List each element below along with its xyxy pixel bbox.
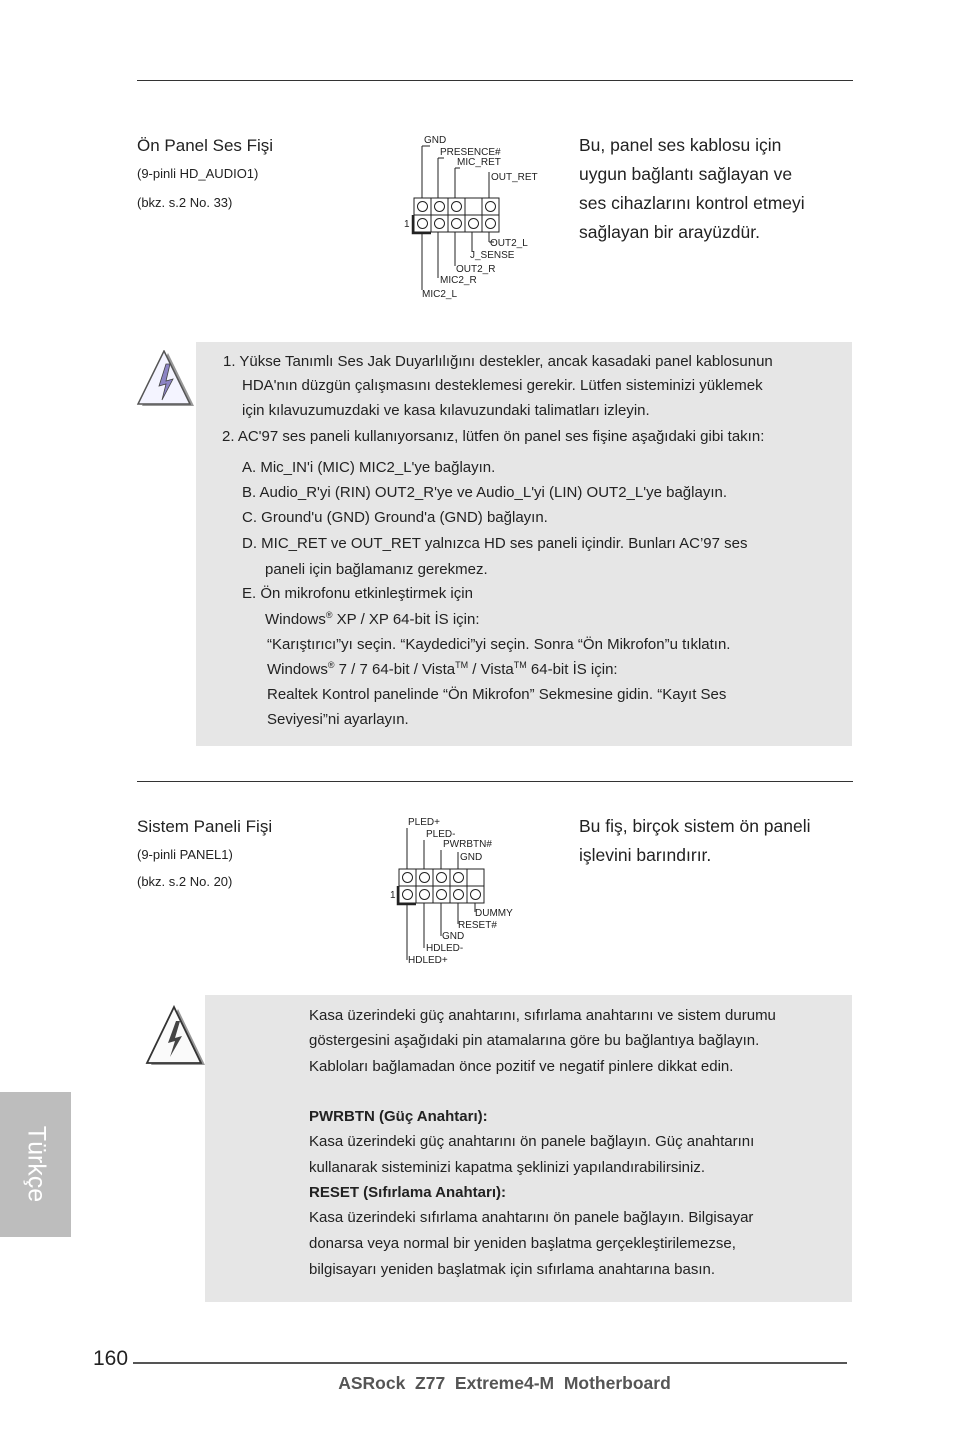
note2-p2: göstergesini aşağıdaki pin atamalarına göre bu bağlantıya bağlayın. [309, 1032, 760, 1049]
pin-label-presence: PRESENCE# [440, 147, 501, 158]
note1-item-e1: E. Ön mikrofonu etkinleştirmek için [242, 585, 473, 602]
pin-label-j-sense: J_SENSE [470, 250, 515, 261]
note2-heading-pwrbtn: PWRBTN (Güç Anahtarı): [309, 1108, 488, 1125]
top-rule [137, 80, 853, 81]
note1-line3: için kılavuzumuzdaki ve kasa kılavuzundaki talimatları izleyin. [242, 402, 650, 419]
note1-item-e2: Windows® XP / XP 64-bit İS için: [265, 610, 480, 628]
section2-sub1: (9-pinli PANEL1) [137, 847, 233, 862]
footer-title: ASRock Z77 Extreme4-M Motherboard [338, 1373, 671, 1393]
note1-item-e5: Realtek Kontrol panelinde “Ön Mikrofon” Sekmesine gidin. “Kayıt Ses [267, 686, 727, 703]
pin-label-out-ret: OUT_RET [491, 172, 538, 183]
note2-heading-reset: RESET (Sıfırlama Anahtarı): [309, 1184, 506, 1201]
note1-item-b: B. Audio_R'yi (RIN) OUT2_R'ye ve Audio_L'yi (LIN) OUT2_L'ye bağlayın. [242, 484, 727, 501]
pin-label-mic2-l: MIC2_L [422, 289, 458, 300]
note2-pwrbtn-line1: Kasa üzerindeki güç anahtarını ön panele bağlayın. Güç anahtarını [309, 1133, 755, 1150]
note1-line2: HDA'nın düzgün çalışmasını desteklemesi gerekir. Lütfen sisteminizi yüklemek [242, 377, 763, 394]
pin-label-pwrbtn: PWRBTN# [443, 839, 492, 850]
pin-label-gnd: GND [424, 135, 447, 146]
note2-reset-line2: donarsa veya normal bir yeniden başlatma gerçekleştirilemezse, [309, 1235, 736, 1252]
pin-label-pled-minus: PLED- [426, 829, 456, 840]
hd-audio-pin-diagram [400, 130, 550, 305]
pin-label-out2-l: OUT2_L [490, 238, 528, 249]
note1-item-a: A. Mic_IN'i (MIC) MIC2_L'ye bağlayın. [242, 459, 496, 476]
note1-item-e4: Windows® 7 / 7 64-bit / Vista™ / Vista™ 64-bit İS için: [267, 660, 618, 678]
note1-line1: 1. Yükse Tanımlı Ses Jak Duyarlılığını destekler, ancak kasadaki panel kablosunun [223, 353, 773, 370]
note2-p1: Kasa üzerindeki güç anahtarını, sıfırlama anahtarını ve sistem durumu [309, 1007, 776, 1024]
section1-sub2: (bkz. s.2 No. 33) [137, 195, 233, 210]
note2-p3: Kabloları bağlamadan önce pozitif ve negatif pinlere dikkat edin. [309, 1058, 734, 1075]
language-side-tab [0, 1092, 71, 1237]
pin1-marker: 1 [404, 219, 410, 230]
pin-label-out2-r: OUT2_R [456, 264, 496, 275]
note1-item-c: C. Ground'u (GND) Ground'a (GND) bağlayın. [242, 509, 548, 526]
section1-title: Ön Panel Ses Fişi [137, 136, 274, 155]
section1-description: Bu, panel ses kablosu için uygun bağlantı sağlayan ve ses cihazlarını kontrol etmeyi sağlayan bir arayüzdür. [579, 135, 805, 242]
note1-item-e6: Seviyesi”ni ayarlayın. [267, 711, 409, 728]
language-tab-label: Türkçe [22, 1125, 51, 1203]
note2-reset-line3: bilgisayarı yeniden başlatmak için sıfırlama anahtarına basın. [309, 1261, 716, 1278]
pin1-marker-2: 1 [390, 890, 396, 901]
note2-pwrbtn-line2: kullanarak sisteminizi kapatma şeklinizi yapılandırabilirsiniz. [309, 1159, 705, 1176]
note1-item-d1: D. MIC_RET ve OUT_RET yalnızca HD ses paneli içindir. Bunları AC’97 ses [242, 535, 748, 552]
pin-label-pled-plus: PLED+ [408, 817, 440, 828]
middle-rule [137, 781, 853, 782]
section2-title: Sistem Paneli Fişi [137, 817, 273, 836]
pin-label-dummy: DUMMY [475, 908, 513, 919]
warning-lightning-icon [143, 1005, 207, 1069]
pin-label-mic2-r: MIC2_R [440, 275, 477, 286]
pin-label-gnd-bottom: GND [442, 931, 465, 942]
footer-rule [133, 1362, 847, 1364]
page-number: 160 [93, 1347, 129, 1370]
section2-description: Bu fiş, birçok sistem ön paneli işlevini barındırır. [579, 816, 811, 865]
note2-reset-line1: Kasa üzerindeki sıfırlama anahtarını ön panele bağlayın. Bilgisayar [309, 1209, 754, 1226]
pin-label-hdled-plus: HDLED+ [408, 955, 448, 966]
note1-item-d2: paneli için bağlamanız gerekmez. [265, 561, 488, 578]
pin-label-hdled-minus: HDLED- [426, 943, 464, 954]
section1-sub1: (9-pinli HD_AUDIO1) [137, 166, 259, 181]
section2-sub2: (bkz. s.2 No. 20) [137, 874, 233, 889]
system-panel-pin-diagram [390, 812, 530, 967]
note1-item-e3: “Karıştırıcı”yı seçin. “Kaydedici”yi seçin. Sonra “Ön Mikrofon”u tıklatın. [267, 636, 731, 653]
warning-icon [136, 350, 196, 410]
pin-label-gnd-top: GND [460, 852, 483, 863]
note1-line4: 2. AC'97 ses paneli kullanıyorsanız, lütfen ön panel ses fişine aşağıdaki gibi takın: [222, 428, 765, 445]
pin-label-mic-ret: MIC_RET [457, 157, 501, 168]
pin-label-reset: RESET# [458, 920, 497, 931]
